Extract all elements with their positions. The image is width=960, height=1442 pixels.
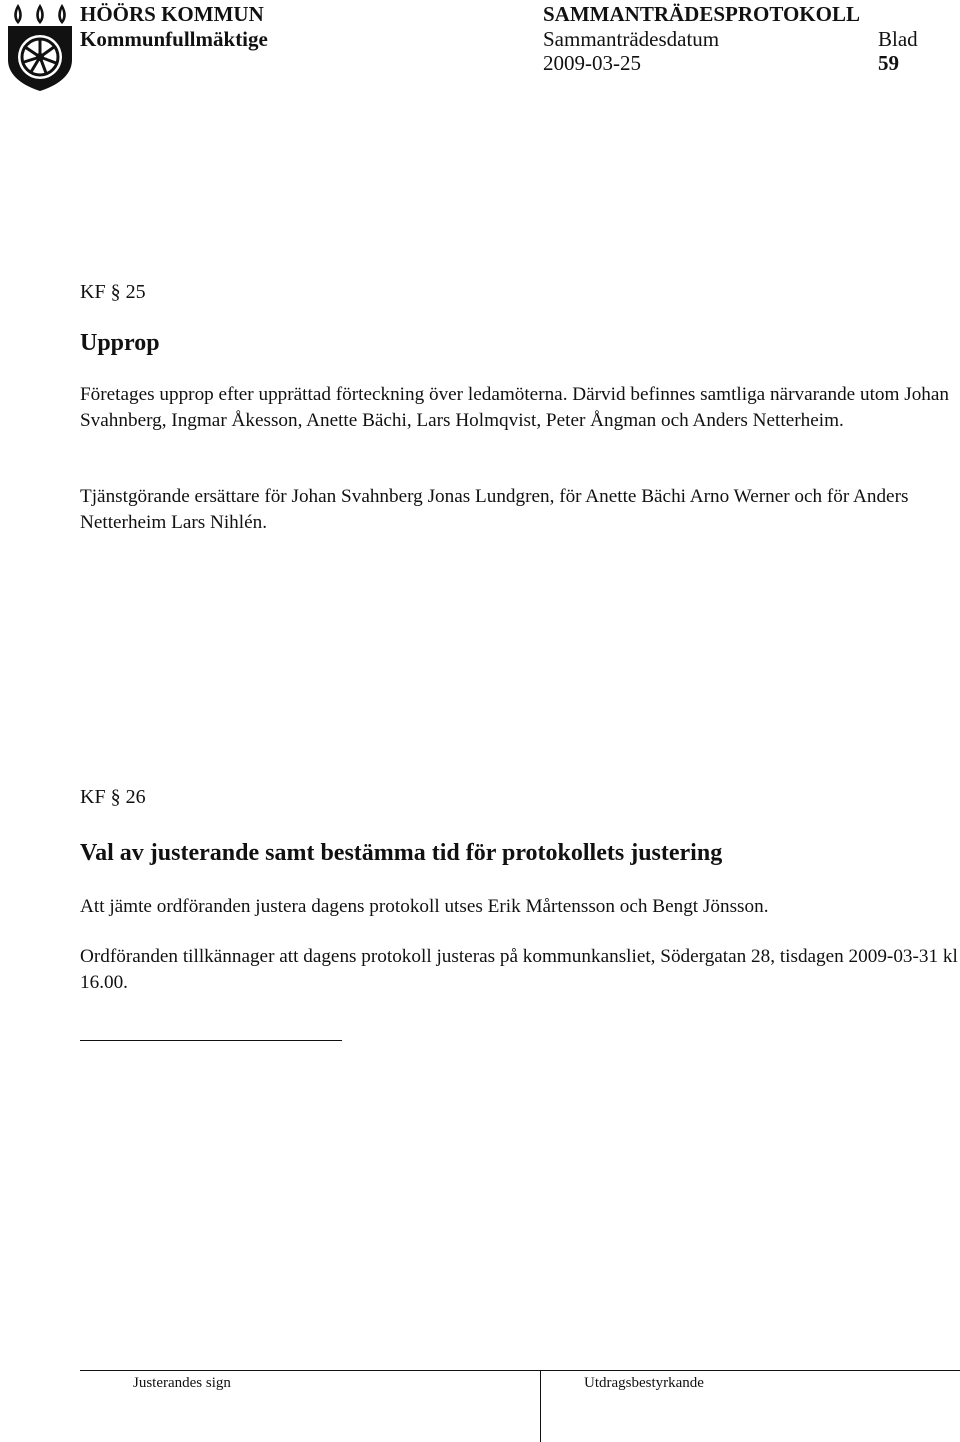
footer-column-divider [540, 1370, 541, 1442]
section-title: Val av justerande samt bestämma tid för protokollets justering [80, 840, 723, 866]
municipal-coat-of-arms-icon [4, 2, 76, 92]
municipality-name: HÖÖRS KOMMUN [80, 2, 264, 26]
section-number: KF § 26 [80, 786, 146, 808]
footer-divider [80, 1370, 960, 1371]
document-type: SAMMANTRÄDESPROTOKOLL [543, 2, 860, 26]
body-name: Kommunfullmäktige [80, 27, 268, 51]
signature-line [80, 1040, 342, 1041]
footer-certification-label: Utdragsbestyrkande [584, 1375, 704, 1391]
page-number: 59 [878, 51, 899, 75]
meeting-date-label: Sammanträdesdatum [543, 27, 720, 51]
section-paragraph: Tjänstgörande ersättare för Johan Svahnberg Jonas Lundgren, för Anette Bächi Arno Werner och för Anders Netterheim Lars Nihlén. [80, 486, 909, 533]
section-paragraph: Ordföranden tillkännager att dagens protokoll justeras på kommunkansliet, Södergatan 28, tisdagen 2009-03-31 kl 16.00. [80, 946, 958, 993]
section-title: Upprop [80, 330, 160, 356]
section-number: KF § 25 [80, 281, 146, 303]
section-paragraph: Företages upprop efter upprättad förteckning över ledamöterna. Därvid befinnes samtliga närvarande utom Johan Svahnberg, Ingmar Åkesson, Anette Bächi, Lars Holmqvist, Peter Ångman och Anders Netterheim. [80, 384, 949, 431]
meeting-date: 2009-03-25 [543, 51, 641, 75]
section-paragraph: Att jämte ordföranden justera dagens protokoll utses Erik Mårtensson och Bengt Jönsson. [80, 896, 769, 917]
page-label: Blad [878, 27, 918, 51]
footer-signature-label: Justerandes sign [133, 1375, 231, 1391]
